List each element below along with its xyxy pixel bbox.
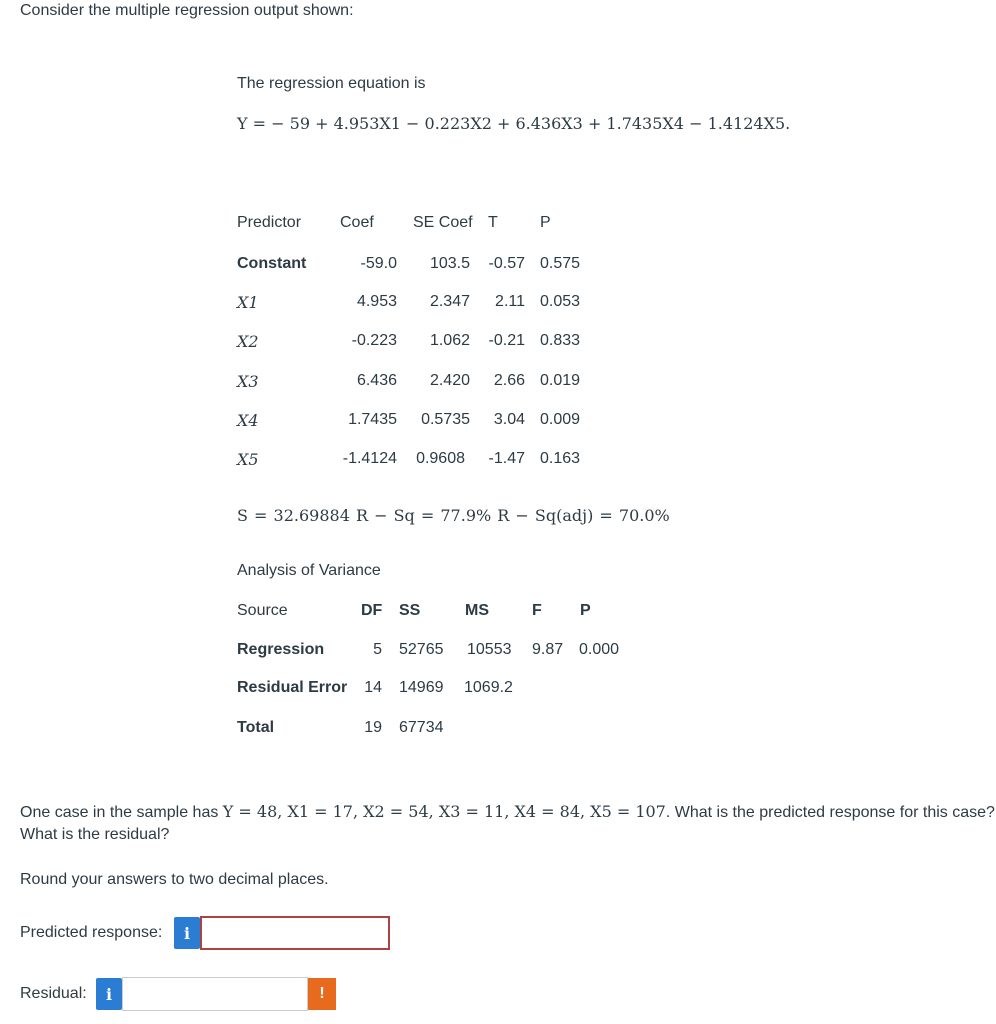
coef-value: -1.4124 [342, 450, 397, 467]
se-coef-value: 0.5735 [421, 411, 470, 428]
header-se-coef: SE Coef [413, 214, 473, 231]
predictor-name: X1 [237, 293, 259, 312]
coef-value: 4.953 [356, 293, 397, 310]
residual-warning-icon[interactable]: ! [308, 978, 336, 1010]
ss-value: 52765 [399, 641, 444, 658]
question-prefix: One case in the sample has [20, 804, 223, 821]
equation-heading: The regression equation is [237, 75, 426, 92]
se-coef-value: 103.5 [429, 255, 470, 272]
question-line-2: What is the residual? [20, 826, 170, 843]
p-value: 0.163 [540, 450, 581, 467]
predictor-name: X2 [237, 332, 259, 351]
p-value: 0.575 [540, 255, 581, 272]
regression-equation: Y = − 59 + 4.953X1 − 0.223X2 + 6.436X3 + 1.7435X4 − 1.4124X5. [237, 114, 791, 133]
coef-value: -0.223 [351, 332, 397, 349]
coef-value: 6.436 [356, 372, 397, 389]
header-ss: SS [399, 602, 421, 619]
ss-value: 14969 [399, 679, 444, 696]
residual-info-icon[interactable]: i [96, 978, 122, 1010]
round-instruction: Round your answers to two decimal places. [20, 871, 329, 888]
t-value: -0.21 [488, 332, 525, 349]
header-t: T [488, 214, 498, 231]
se-coef-value: 2.347 [429, 293, 470, 310]
question-suffix: . What is the predicted response for this case? [665, 804, 995, 821]
header-coef: Coef [340, 214, 374, 231]
f-value: 9.87 [532, 641, 564, 658]
predictor-name: X5 [237, 450, 259, 469]
header-p: P [540, 214, 551, 231]
t-value: 2.11 [495, 293, 525, 310]
header-f: F [532, 602, 542, 619]
coef-value: -59.0 [360, 255, 397, 272]
ms-value: 1069.2 [464, 679, 513, 696]
df-value: 5 [373, 641, 382, 658]
df-value: 19 [364, 719, 382, 736]
residual-input[interactable] [122, 977, 308, 1011]
header-df: DF [361, 602, 383, 619]
p-value: 0.053 [540, 293, 581, 310]
df-value: 14 [364, 679, 382, 696]
header-p: P [580, 602, 591, 619]
se-coef-value: 2.420 [429, 372, 470, 389]
header-source: Source [237, 602, 288, 619]
source-name: Residual Error [237, 679, 348, 696]
intro-text: Consider the multiple regression output shown: [20, 2, 354, 19]
predictor-name: Constant [237, 255, 307, 272]
ss-value: 67734 [399, 719, 444, 736]
anova-heading: Analysis of Variance [237, 562, 381, 579]
se-coef-value: 1.062 [429, 332, 470, 349]
predictor-name: X4 [237, 411, 259, 430]
header-ms: MS [465, 602, 489, 619]
t-value: -1.47 [488, 450, 525, 467]
se-coef-value: 0.9608 [416, 450, 465, 467]
predicted-response-label: Predicted response: [20, 924, 163, 941]
source-name: Regression [237, 641, 325, 658]
source-name: Total [237, 719, 275, 736]
ms-value: 10553 [467, 641, 512, 658]
question-values: Y = 48, X1 = 17, X2 = 54, X3 = 11, X4 = 84, X5 = 107 [222, 802, 666, 821]
question-line-1 [20, 802, 995, 822]
predicted-info-icon[interactable]: i [174, 917, 200, 949]
t-value: -0.57 [488, 255, 525, 272]
p-value: 0.019 [540, 372, 581, 389]
coef-value: 1.7435 [348, 411, 397, 428]
p-value: 0.000 [579, 641, 620, 658]
predicted-response-input[interactable] [200, 916, 390, 950]
t-value: 3.04 [493, 411, 525, 428]
t-value: 2.66 [493, 372, 525, 389]
residual-label: Residual: [20, 985, 87, 1002]
p-value: 0.009 [540, 411, 581, 428]
p-value: 0.833 [540, 332, 581, 349]
fit-statistics: S = 32.69884 R − Sq = 77.9% R − Sq(adj) = 70.0% [237, 506, 670, 525]
predictor-name: X3 [237, 372, 259, 391]
header-predictor: Predictor [237, 214, 302, 231]
